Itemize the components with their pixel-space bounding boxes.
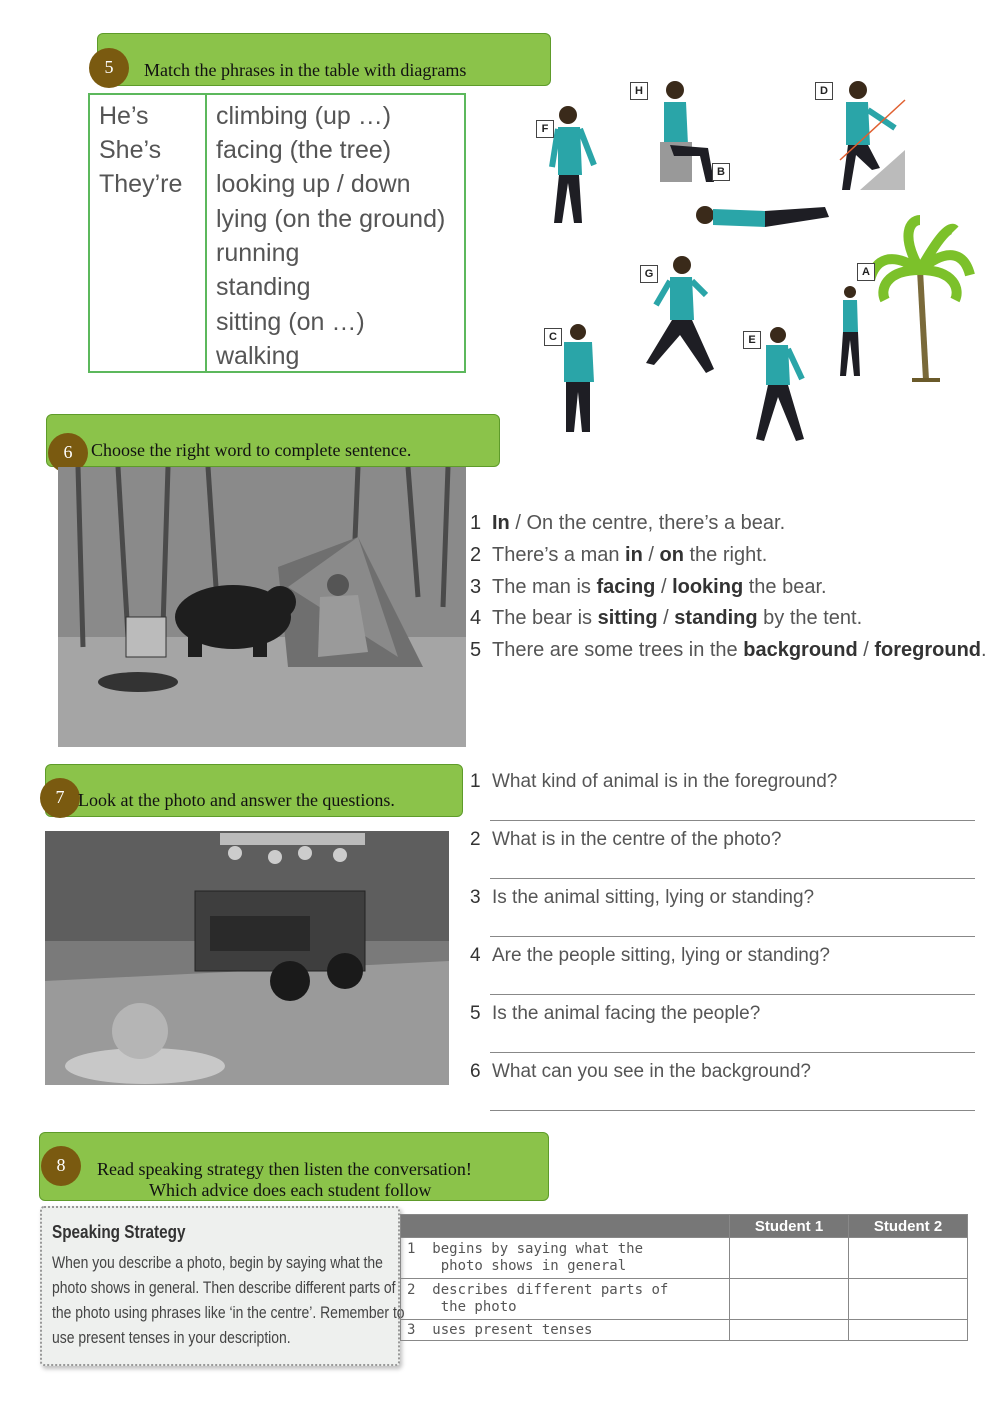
table-row: 1 begins by saying what the photo shows in general — [401, 1238, 730, 1279]
ex7-question-5: 5 Is the animal facing the people? — [470, 1003, 761, 1024]
table-row: 2 describes different parts of the photo — [401, 1279, 730, 1320]
answer-line[interactable] — [490, 994, 975, 995]
phrase-item: standing — [216, 273, 311, 301]
phrase-item: walking — [216, 342, 300, 370]
ex8-title-line2: Which advice does each student follow — [149, 1180, 432, 1200]
column-student-1: Student 1 — [730, 1215, 849, 1238]
speaking-strategy-box — [40, 1206, 405, 1366]
answer-line[interactable] — [490, 1110, 975, 1111]
safari-photo — [45, 831, 449, 1085]
subject-he: He’s — [99, 102, 149, 130]
ex7-question-1: 1 What kind of animal is in the foreground? — [470, 771, 838, 792]
phrase-item: looking up / down — [216, 170, 411, 198]
ex6-sentence-3: 3 The man is facing / looking the bear. — [470, 576, 827, 598]
table-row: 3 uses present tenses — [401, 1320, 730, 1341]
strategy-line: the photo using phrases like ‘in the centre’. Remember to — [52, 1303, 405, 1322]
bear-camp-photo — [58, 467, 466, 747]
column-student-2: Student 2 — [849, 1215, 968, 1238]
phrases-table — [88, 93, 466, 373]
answer-cell[interactable] — [849, 1279, 968, 1320]
ex7-question-6: 6 What can you see in the background? — [470, 1061, 811, 1082]
figure-facing-tree — [840, 286, 860, 376]
diagram-label-c: C — [544, 328, 562, 346]
diagram-label-e: E — [743, 331, 761, 349]
table-header-blank — [401, 1215, 730, 1238]
pose-diagrams — [520, 70, 990, 450]
figure-sitting — [660, 81, 714, 182]
student-strategy-table — [400, 1214, 968, 1341]
ex7-question-3: 3 Is the animal sitting, lying or standing? — [470, 887, 815, 908]
phrase-item: facing (the tree) — [216, 136, 392, 164]
ex7-number-badge: 7 — [40, 778, 80, 818]
ex7-question-4: 4 Are the people sitting, lying or standing? — [470, 945, 830, 966]
figure-climbing — [840, 81, 905, 190]
subject-she: She’s — [99, 136, 162, 164]
answer-cell[interactable] — [730, 1238, 849, 1279]
answer-line[interactable] — [490, 878, 975, 879]
answer-line[interactable] — [490, 820, 975, 821]
answer-line[interactable] — [490, 1052, 975, 1053]
ex5-title: Match the phrases in the table with diagrams — [144, 60, 467, 80]
ex6-sentence-4: 4 The bear is sitting / standing by the tent. — [470, 607, 863, 629]
ex6-number-badge: 6 — [48, 433, 88, 473]
strategy-heading: Speaking Strategy — [52, 1222, 186, 1242]
ex5-number-badge: 5 — [89, 48, 129, 88]
answer-cell[interactable] — [849, 1320, 968, 1341]
diagram-label-a: A — [857, 263, 875, 281]
figure-walking — [756, 327, 804, 441]
diagram-label-g: G — [640, 265, 658, 283]
subject-they: They’re — [99, 170, 183, 198]
phrase-item: running — [216, 239, 300, 267]
ex6-sentence-2: 2 There’s a man in / on the right. — [470, 544, 768, 566]
answer-line[interactable] — [490, 936, 975, 937]
ex7-title: Look at the photo and answer the questions. — [78, 790, 395, 810]
answer-cell[interactable] — [849, 1238, 968, 1279]
answer-cell[interactable] — [730, 1320, 849, 1341]
diagram-label-h: H — [630, 82, 648, 100]
ex8-title-line1: Read speaking strategy then listen the conversation! — [97, 1159, 472, 1179]
strategy-line: photo shows in general. Then describe different parts of — [52, 1278, 396, 1297]
phrase-item: climbing (up …) — [216, 102, 392, 130]
answer-cell[interactable] — [730, 1279, 849, 1320]
diagram-label-d: D — [815, 82, 833, 100]
ex6-sentence-5: 5 There are some trees in the background / foreground. — [470, 639, 987, 661]
ex6-title: Choose the right word to complete sentence. — [91, 440, 412, 460]
diagram-label-f: F — [536, 120, 554, 138]
phrase-item: sitting (on …) — [216, 308, 365, 336]
strategy-line: When you describe a photo, begin by saying what the — [52, 1253, 383, 1272]
diagram-label-b: B — [712, 163, 730, 181]
ex7-question-2: 2 What is in the centre of the photo? — [470, 829, 782, 850]
figure-looking-up — [552, 106, 594, 223]
palm-tree — [870, 220, 970, 380]
ex6-sentence-1: 1 In / On the centre, there’s a bear. — [470, 512, 786, 534]
ex8-number-badge: 8 — [41, 1146, 81, 1186]
strategy-line: use present tenses in your description. — [52, 1328, 291, 1347]
figure-lying — [696, 206, 829, 227]
phrase-item: lying (on the ground) — [216, 205, 446, 233]
figure-standing — [564, 324, 594, 432]
